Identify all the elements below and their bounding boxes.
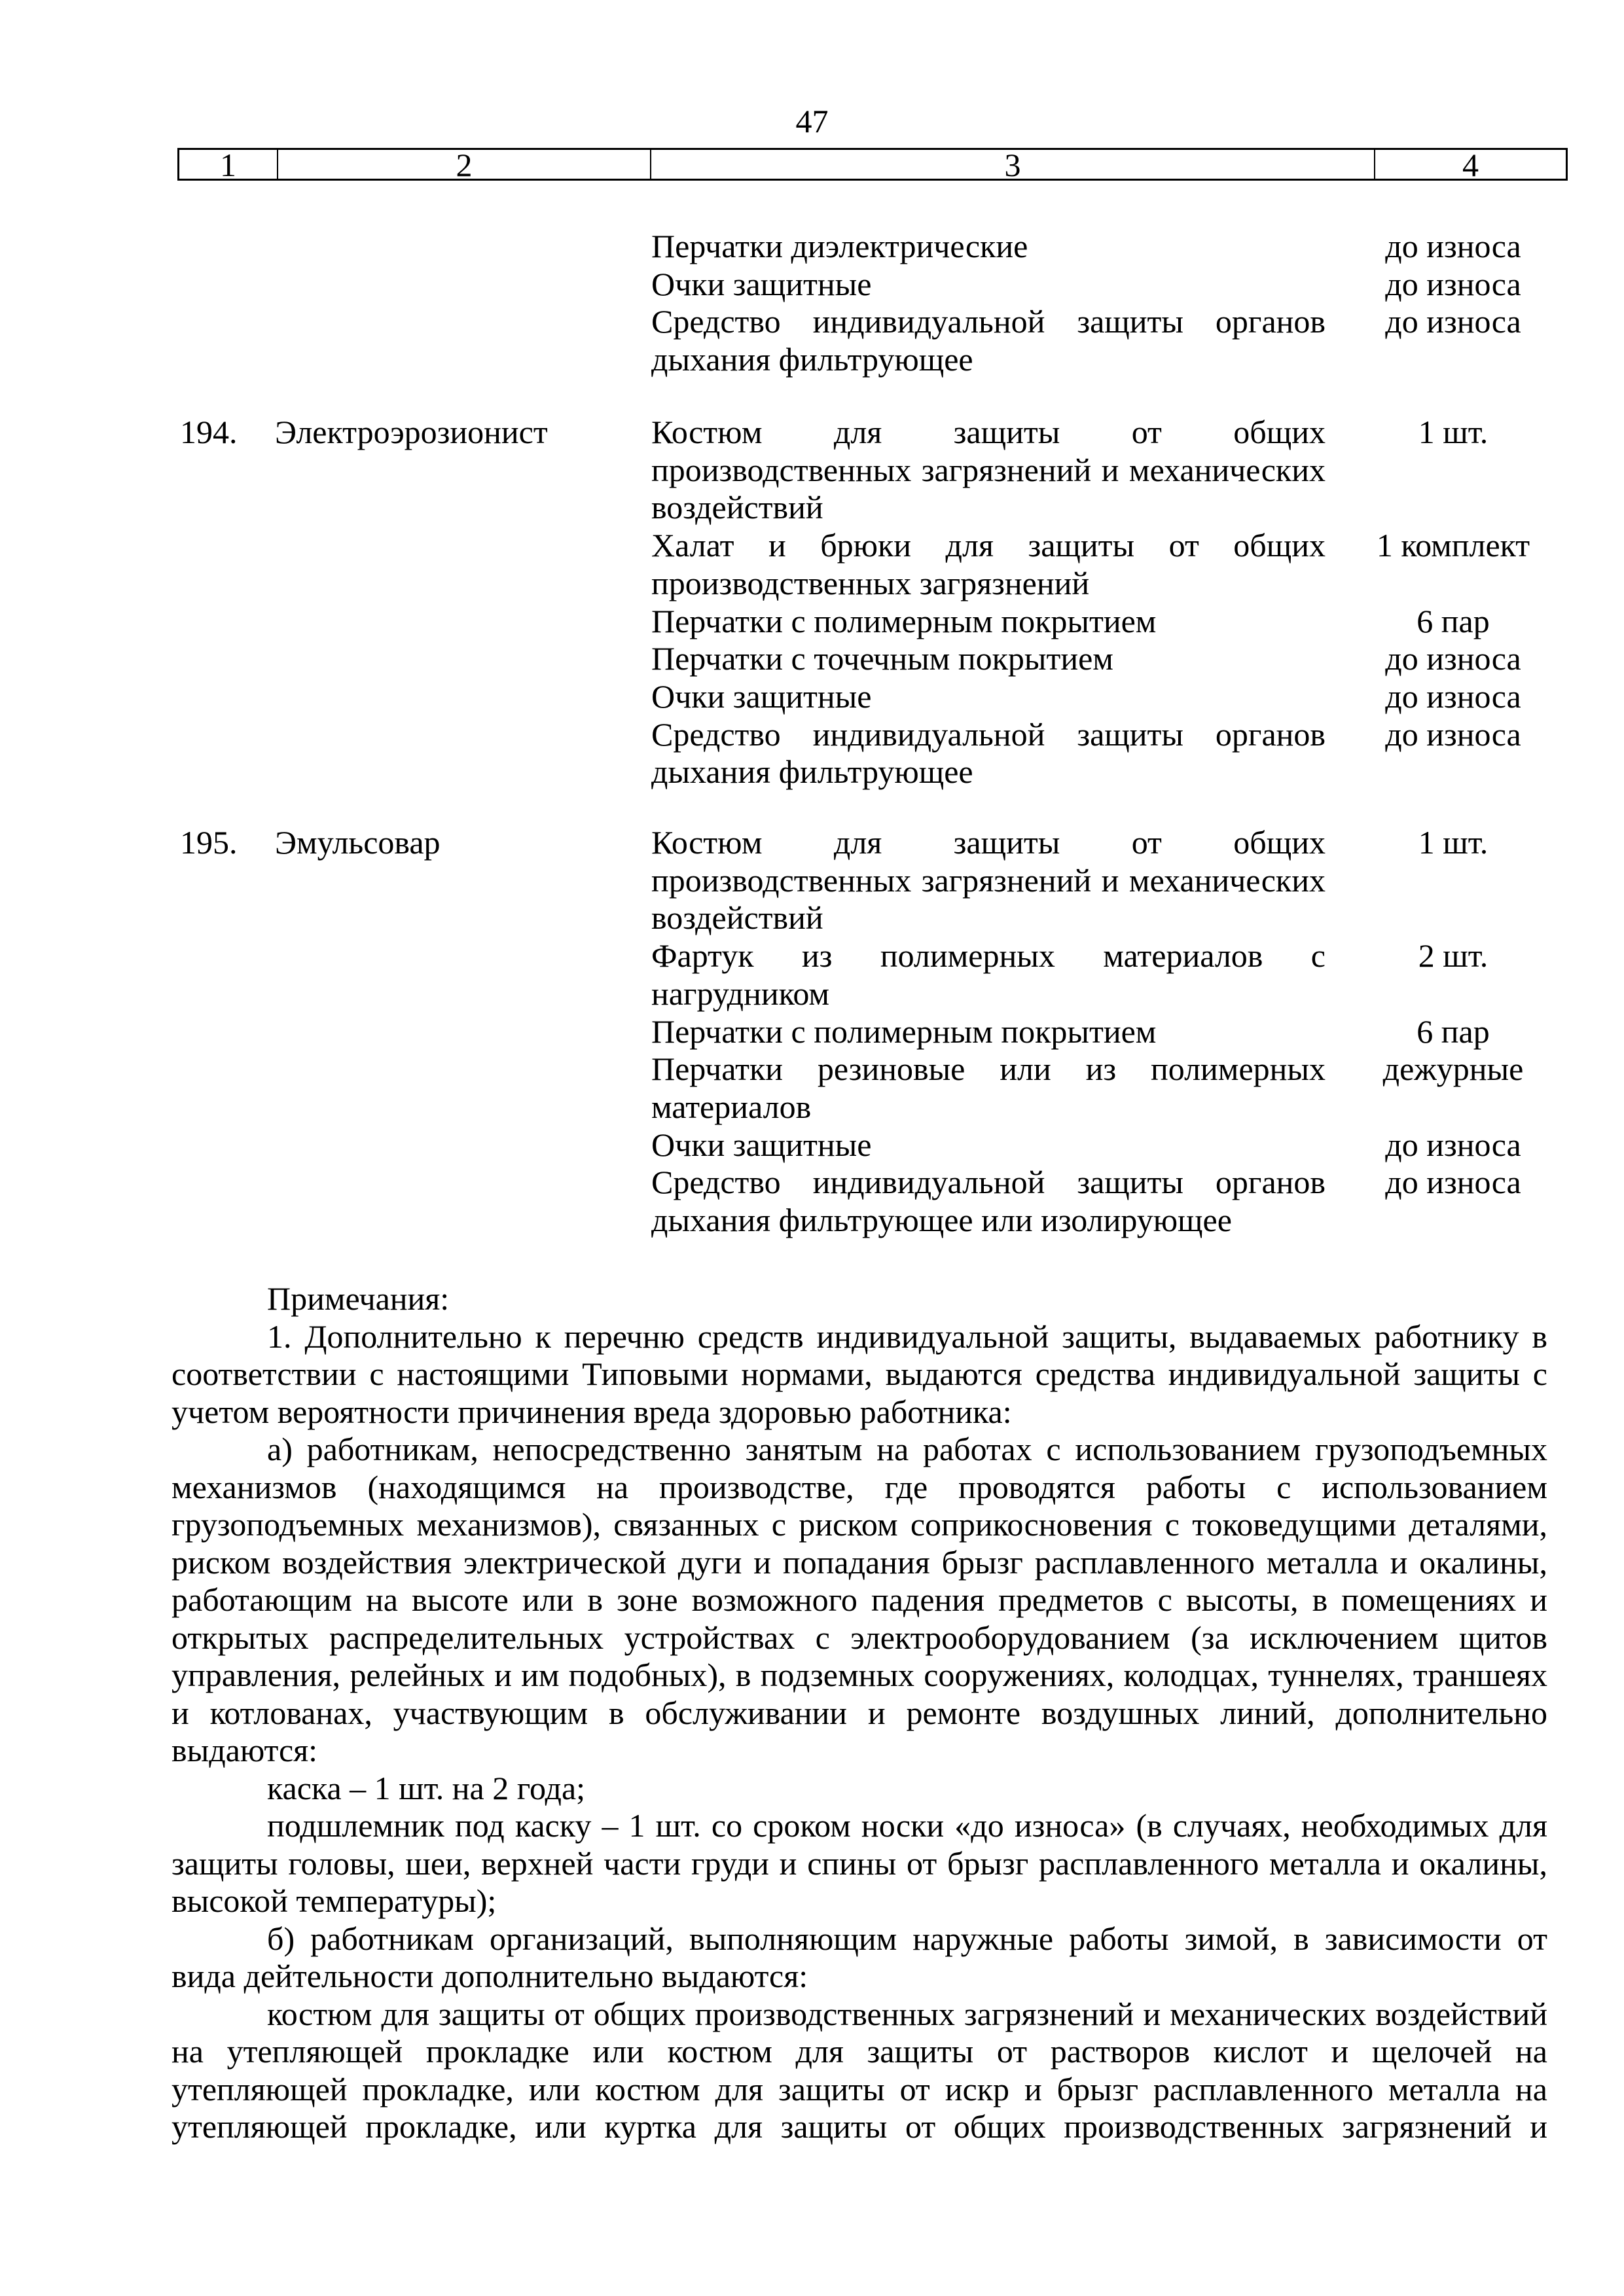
page-number: 47 [795,103,829,139]
item-qty: 2 шт. [1418,937,1489,975]
list-item [651,1050,1524,1126]
note-paragraph: б) работникам организаций, выполняющим наружные работы зимой, в зависимости от вида дейтельности дополнительно выдаются: [171,1920,1547,1994]
item-qty: до износа [1385,1126,1521,1163]
item-qty: 1 шт. [1418,824,1489,861]
list-item [651,1126,1521,1164]
item-qty: дежурные [1382,1050,1524,1088]
item-name: Очки защитные [651,677,872,715]
item-name: Средство индивидуальной защиты органов дыхания фильтрующее [651,303,1326,378]
item-name: Перчатки диэлектрические [651,228,1028,264]
item-name: Очки защитные [651,1126,872,1163]
header-col-2: 2 [278,150,651,179]
item-name: Перчатки с точечным покрытием [651,640,1113,677]
item-name: Перчатки резиновые или из полимерных материалов [651,1050,1326,1125]
row-number: 194. [180,414,238,450]
item-qty: 6 пар [1416,1013,1490,1050]
item-name: Перчатки с полимерным покрытием [651,1013,1157,1050]
list-item [651,824,1489,937]
list-item [651,527,1530,602]
note-paragraph: костюм для защиты от общих производственных загрязнений и механических воздействий на утепляющей прокладке или костюм для защиты от растворов кислот и щелочей на утепляющей прокладке, или костюм для защиты от искр и брызг расплавленного металла на утепляющей прокладке, или куртка для защиты от общих производственных загрязнений и [171,1995,1547,2145]
list-item [651,937,1489,1013]
list-item [651,228,1521,266]
row-number: 195. [180,824,238,861]
list-item [651,602,1490,641]
item-name: Фартук из полимерных материалов с нагрудником [651,937,1326,1012]
item-name: Костюм для защиты от общих производственных загрязнений и механических воздействий [651,824,1326,937]
list-item [651,1164,1521,1239]
item-name: Средство индивидуальной защиты органов дыхания фильтрующее [651,715,1326,791]
list-item [651,1013,1490,1051]
item-qty: до износа [1385,265,1521,302]
item-qty: до износа [1385,677,1521,715]
item-qty: 1 шт. [1418,414,1489,450]
profession-name: Эмульсовар [275,824,441,861]
item-qty: до износа [1385,228,1521,264]
header-col-1: 1 [179,150,278,179]
header-col-4: 4 [1462,147,1479,183]
note-paragraph: а) работникам, непосредственно занятым на работах с использованием грузоподъемных механизмов (находящимся на производстве, где проводятся работы с использованием грузоподъемных механизмов), связанных с риском соприкосновения с токоведущими деталями, риском воздействия электрической дуги и попадания брызг расплавленного металла и окалины, работающим на высоте или в зоне возможного падения предметов с высоты, в помещениях и открытых распределительных устройствах с электрооборудованием (за исключением щитов управления, релейных и им подобных), в подземных сооружениях, колодцах, туннелях, траншеях и котлованах, участвующим в обслуживании и ремонте воздушных линий, дополнительно выдаются: [171,1431,1547,1768]
note-paragraph: каска – 1 шт. на 2 года; [267,1769,586,1806]
item-name: Очки защитные [651,265,872,302]
list-item [651,303,1521,378]
item-name: Костюм для защиты от общих производственных загрязнений и механических воздействий [651,414,1326,526]
item-qty: 6 пар [1416,602,1490,639]
list-item [651,715,1521,791]
table-header [177,148,1568,181]
notes-section [171,1280,1547,2146]
profession-name: Электроэрозионист [275,414,548,450]
item-qty: до износа [1385,1164,1521,1201]
item-qty: 1 комплект [1376,527,1530,564]
note-paragraph: 1. Дополнительно к перечню средств индивидуальной защиты, выдаваемых работнику в соответствии с настоящими Типовыми нормами, выдаются средства индивидуальной защиты с учетом вероятности причинения вреда здоровью работника: [171,1318,1547,1430]
list-item [651,677,1521,716]
list-item [651,265,1521,304]
item-name: Средство индивидуальной защиты органов дыхания фильтрующее или изолирующее [651,1164,1326,1239]
item-qty: до износа [1385,640,1521,677]
note-paragraph: подшлемник под каску – 1 шт. со сроком носки «до износа» (в случаях, необходимых для защиты головы, шеи, верхней части груди и спины от брызг расплавленного металла и окалины, высокой температуры); [171,1807,1547,1919]
item-name: Халат и брюки для защиты от общих производственных загрязнений [651,527,1326,601]
list-item [651,640,1521,678]
item-name: Перчатки с полимерным покрытием [651,602,1157,639]
header-col-3: 3 [651,150,1375,179]
item-qty: до износа [1385,715,1521,753]
list-item [651,414,1489,527]
item-qty: до износа [1385,303,1521,340]
notes-heading: Примечания: [267,1280,450,1317]
